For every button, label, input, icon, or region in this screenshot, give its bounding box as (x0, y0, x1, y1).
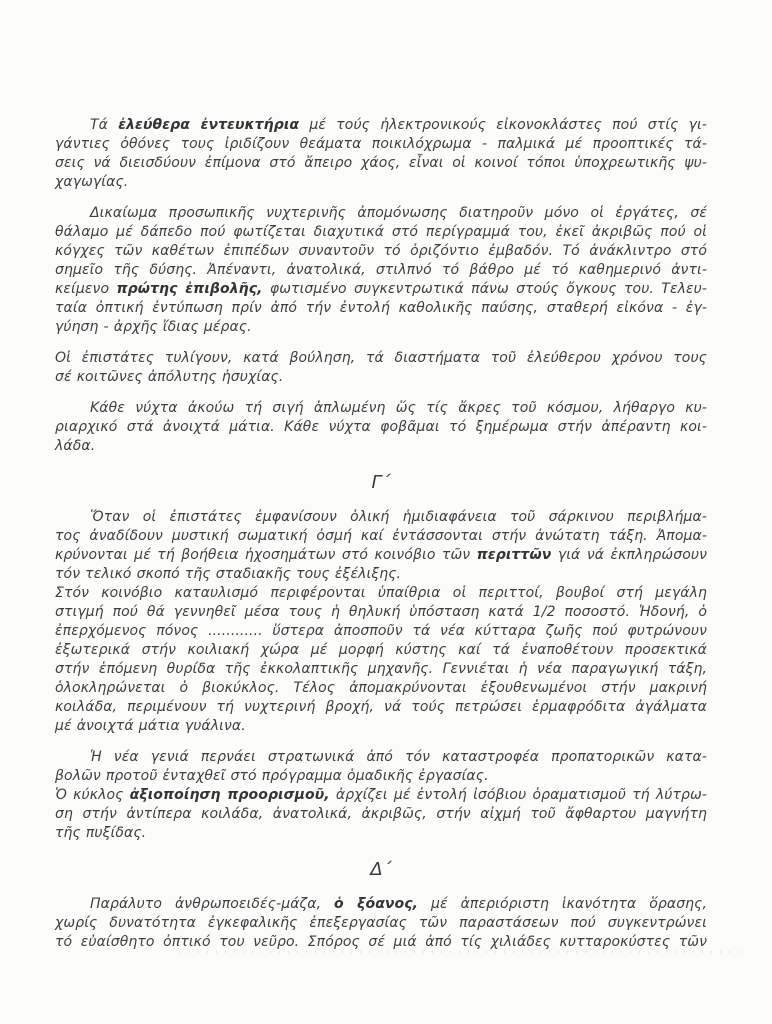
bold-text-segment: ὁ ξόανος, (334, 896, 419, 912)
text-line (55, 786, 707, 805)
page-body (55, 116, 707, 952)
text-line (55, 895, 707, 914)
paragraph (55, 508, 707, 584)
text-segment: φωτισμένο συγκεντρωτικά πάνω στούς ὄγκους του. Τελευ- (262, 281, 708, 297)
text-line (55, 546, 707, 565)
text-segment: κρύνονται μέ τή βοήθεια ἠχοσημάτων στό κοινόβιο τῶν (55, 547, 477, 563)
text-segment: κοιλάδα, περιμένουν τή νυχτερινή βροχή, νά τούς πετρώσει ἑρμαφρόδιτα ἀγάλματα (55, 699, 707, 715)
text-line (55, 437, 707, 456)
text-segment: γύηση - ἀρχῆς ἴδιας μέρας. (55, 319, 252, 335)
bold-text-segment: περιττῶν (476, 547, 552, 563)
text-segment: τόν τελικό σκοπό τῆς σταδιακῆς τους ἐξέλιξης. (55, 566, 402, 582)
text-line (55, 204, 707, 223)
paragraph (55, 584, 707, 736)
text-segment: σέ κοιτῶνες ἀπόλυτης ἡσυχίας. (55, 369, 284, 385)
text-line (55, 299, 707, 318)
text-segment: λάδα. (55, 438, 96, 454)
text-segment: γάντιες ὀθόνες τους ἰριδίζουν θεάματα ποικιλόχρωμα - παλμικά μέ προοπτικές τά- (55, 136, 707, 152)
paragraph (55, 204, 707, 337)
text-segment: ἀρχίζει μέ ἐντολή ἰσόβιου ὁραματισμοῦ τή λύτρω- (329, 787, 707, 803)
text-line (55, 223, 707, 242)
text-segment: μέ ἀπεριόριστη ἱκανότητα ὅρασης, (418, 896, 708, 912)
paragraph (55, 895, 707, 952)
text-line (55, 805, 707, 824)
text-segment: Ὅταν οἱ ἐπιστάτες ἐμφανίσουν ὁλική ἡμιδιαφάνεια τοῦ σάρκινου περιβλήμα- (90, 509, 707, 525)
text-line (55, 349, 707, 368)
text-line (55, 261, 707, 280)
text-line (55, 717, 707, 736)
text-segment: ἐπερχόμενος πόνος ............ ὕστερα ἀποσποῦν τά νέα κύτταρα ζωῆς πού φυτρώνουν (55, 623, 707, 639)
text-line (55, 824, 707, 843)
text-line (55, 679, 707, 698)
text-line (55, 368, 707, 387)
text-segment: κείμενο (55, 281, 117, 297)
section-heading: Δ´ (370, 859, 392, 880)
text-segment: Οἱ ἐπιστάτες τυλίγουν, κατά βούληση, τά διαστήματα τοῦ ἐλεύθερου χρόνου τους (55, 350, 707, 366)
text-segment: Δικαίωμα προσωπικῆς νυχτερινῆς ἀπομόνωσης διατηροῦν μόνο οἱ ἐργάτες, σέ (90, 205, 707, 221)
text-segment: μέ ἀνοιχτά μάτια γυάλινα. (55, 718, 246, 734)
text-line (55, 622, 707, 641)
text-line (55, 135, 707, 154)
text-line (55, 280, 707, 299)
text-line (55, 698, 707, 717)
text-line (55, 527, 707, 546)
paragraph (55, 786, 707, 843)
text-segment: χαγωγίας. (55, 174, 129, 190)
text-line (55, 603, 707, 622)
bold-text-segment: ἀξιοποίηση προορισμοῦ, (129, 787, 330, 803)
text-segment: χωρίς δυνατότητα ἐγκεφαλικῆς ἐπεξεργασίας τῶν παραστάσεων πού συγκεντρώνει (55, 915, 707, 931)
text-segment: μέ τούς ἠλεκτρονικούς εἰκονοκλάστες πού στίς γι- (299, 117, 708, 133)
section-heading: Γ´ (371, 472, 391, 493)
text-segment: τό εὐαίσθητο ὀπτικό του νεῦρο. Σπόρος σέ μιά ἀπό τίς χιλιάδες κυτταροκύστες τῶν (55, 934, 707, 950)
text-line (55, 660, 707, 679)
text-segment: κόγχες τῶν καθέτων ἐπιπέδων συναντοῦν τό ὁριζόντιο ἐμβαδόν. Τό ἀνάκλιντρο στό (55, 243, 707, 259)
text-segment: σημεῖο τῆς δύσης. Ἀπέναντι, ἀνατολικά, στιλπνό τό βάθρο μέ τό καθημερινό ἀντι- (55, 262, 707, 278)
text-line (55, 641, 707, 660)
text-line (55, 116, 707, 135)
text-segment: Ἡ νέα γενιά περνάει στρατωνικά ἀπό τόν καταστροφέα προπατορικῶν κατα- (90, 749, 707, 765)
text-segment: Παράλυτο ἀνθρωποειδές-μάζα, (90, 896, 335, 912)
text-segment: τῆς πυξίδας. (55, 825, 147, 841)
text-line (55, 584, 707, 603)
text-line (55, 154, 707, 173)
text-segment: ὁλοκληρώνεται ὁ βιοκύκλος. Τέλος ἀπομακρύνονται ἐξουθενωμένοι στήν μακρινή (55, 680, 707, 696)
text-line (55, 748, 707, 767)
text-segment: γιά νά ἐκπληρώσουν (551, 547, 707, 563)
text-line (55, 242, 707, 261)
text-segment: στήν ἑπόμενη θυρίδα τῆς ἐκκολαπτικῆς μηχανῆς. Γεννιέται ἡ νέα παραγωγική τάξη, (55, 661, 707, 677)
text-line (55, 565, 707, 584)
text-segment: Κάθε νύχτα ἀκούω τή σιγή ἁπλωμένη ὥς τίς ἄκρες τοῦ κόσμου, λήθαργο κυ- (90, 400, 707, 416)
text-segment: ἐξωτερικά στήν κοιλιακή χώρα μέ μορφή κύστης καί τά ἐναποθέτουν προσεκτικά (55, 642, 707, 658)
paragraph (55, 349, 707, 387)
text-segment: Στόν κοινόβιο καταυλισμό περιφέρονται ὑπαίθρια οἱ περιττοί, βουβοί στή μεγάλη (55, 585, 707, 601)
text-segment: ταία ὀπτική ἐντύπωση πρίν ἀπό τήν ἐντολή καθολικῆς παύσης, σταθερή εἰκόνα - ἐγ- (55, 300, 707, 316)
text-segment: βολῶν προτοῦ ἐνταχθεῖ στό πρόγραμμα ὁμαδικῆς ἐργασίας. (55, 768, 489, 784)
text-segment: στιγμή πού θά γεννηθεῖ μέσα τους ἡ θηλυκή ὑπόσταση κατά 1/2 ποσοστό. Ἡδονή, ὁ (55, 604, 707, 620)
text-line (55, 767, 707, 786)
paragraph (55, 399, 707, 456)
paragraph (55, 116, 707, 192)
text-line (55, 318, 707, 337)
text-line (55, 933, 707, 952)
text-line (55, 173, 707, 192)
bold-text-segment: πρώτης ἐπιβολῆς, (116, 281, 263, 297)
text-line (55, 508, 707, 527)
bold-text-segment: ἐλεύθερα ἐντευκτήρια (118, 117, 300, 133)
text-segment: Ὁ κύκλος (55, 787, 130, 803)
text-line (55, 399, 707, 418)
text-segment: θάλαμο μέ δάπεδο πού φωτίζεται διαχυτικά στό περίγραμμά του, ἐκεῖ ἀκριβῶς πού οἱ (55, 224, 707, 240)
text-line (55, 418, 707, 437)
text-segment: σεις νά διεισδύουν ἐπίμονα στό ἄπειρο χάος, εἶναι οἱ κοινοί τόποι ὑποχρεωτικῆς ψυ- (55, 155, 707, 171)
text-segment: ριαρχικό στά ἀνοιχτά μάτια. Κάθε νύχτα φοβᾶμαι τό ξημέρωμα στήν ἀπέραντη κοι- (55, 419, 707, 435)
text-line (55, 914, 707, 933)
text-segment: τος ἀναδίδουν μυστική σωματική ὀσμή καί ἐντάσσονται στήν ἀνώτατη τάξη. Ἀπομα- (55, 528, 707, 544)
paragraph (55, 748, 707, 786)
text-segment: Τά (90, 117, 119, 133)
text-segment: ση στήν ἀντίπερα κοιλάδα, ἀνατολικά, ἀκριβῶς, στήν αἰχμή τοῦ ἄφθαρτου μαγνήτη (55, 806, 707, 822)
